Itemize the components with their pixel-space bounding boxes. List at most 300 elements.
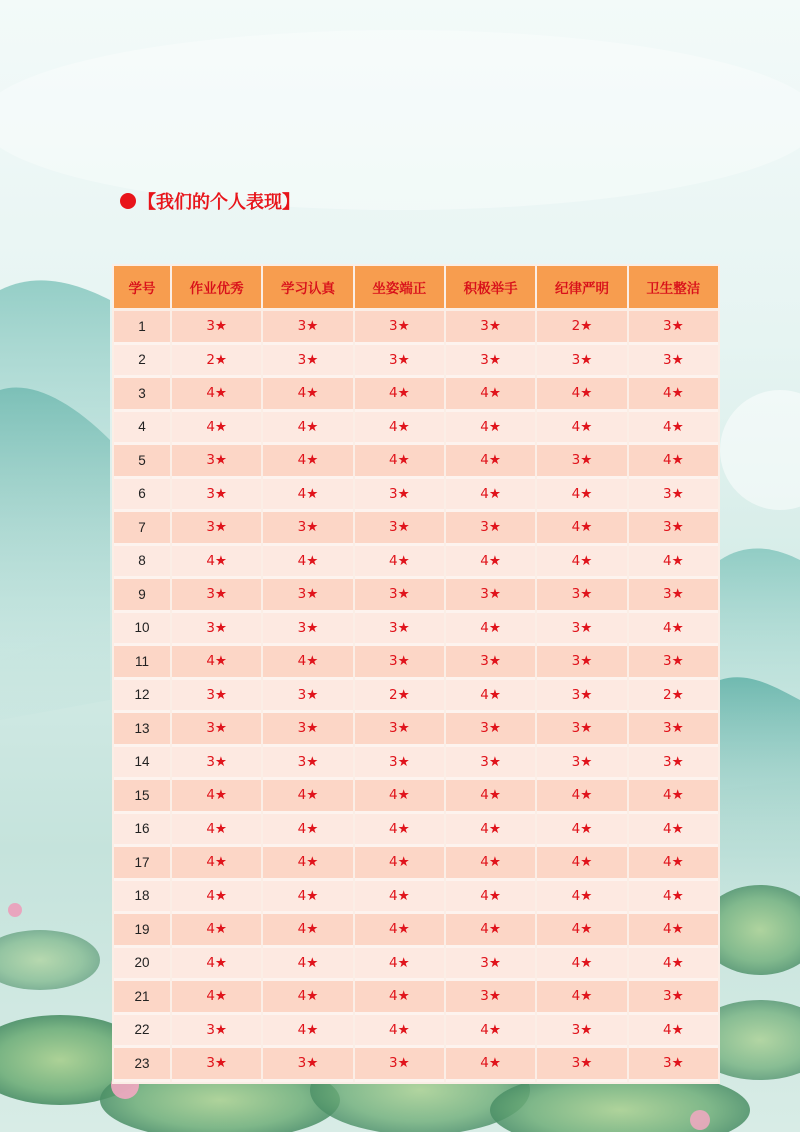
cell-score: [263, 311, 352, 345]
star-icon: ★: [580, 318, 593, 335]
table-row: [114, 579, 718, 613]
cell-score: [263, 479, 352, 513]
score-value: 3: [206, 619, 215, 636]
score-value: 3: [571, 720, 581, 737]
score-value: 3: [571, 1021, 581, 1038]
performance-table: [112, 264, 720, 1084]
star-icon: ★: [214, 720, 228, 737]
cell-score: [537, 311, 626, 345]
star-icon: ★: [580, 720, 593, 737]
score-value: 3: [297, 1055, 307, 1072]
cell-student-id: 6: [114, 479, 170, 513]
star-icon: ★: [488, 1055, 501, 1072]
cell-score: [355, 345, 444, 379]
score-value: 4: [571, 820, 581, 837]
star-icon: ★: [397, 619, 410, 636]
star-icon: ★: [488, 787, 501, 804]
score-value: 4: [206, 653, 215, 670]
score-value: 3: [388, 351, 398, 368]
table-row: [114, 479, 718, 513]
cell-score: [537, 847, 626, 881]
cell-score: [629, 948, 718, 982]
cell-score: [263, 613, 352, 647]
table-row: [114, 747, 718, 781]
score-value: 4: [388, 1021, 398, 1038]
star-icon: ★: [306, 619, 319, 636]
cell-score: [537, 412, 626, 446]
score-value: 4: [297, 921, 307, 938]
cell-score: [172, 546, 261, 580]
section-title-text: 【我们的个人表现】: [138, 192, 300, 213]
star-icon: ★: [214, 1055, 228, 1072]
score-value: 4: [388, 887, 398, 904]
star-icon: ★: [488, 452, 501, 469]
score-value: 4: [480, 1021, 489, 1038]
cell-score: [629, 613, 718, 647]
section-title: [120, 188, 300, 214]
cell-score: [172, 981, 261, 1015]
score-value: 3: [662, 351, 672, 368]
cell-score: [537, 613, 626, 647]
cell-score: [263, 512, 352, 546]
cell-score: [446, 512, 535, 546]
star-icon: ★: [214, 653, 228, 670]
star-icon: ★: [397, 485, 410, 502]
score-value: 3: [662, 485, 672, 502]
cell-score: [446, 914, 535, 948]
star-icon: ★: [306, 988, 319, 1005]
cell-score: [355, 546, 444, 580]
table-row: [114, 914, 718, 948]
star-icon: ★: [306, 887, 319, 904]
cell-score: [355, 814, 444, 848]
cell-score: [537, 814, 626, 848]
cell-score: [537, 747, 626, 781]
star-icon: ★: [488, 921, 501, 938]
score-value: 4: [662, 854, 672, 871]
star-icon: ★: [397, 586, 410, 603]
score-value: 4: [662, 787, 672, 804]
star-icon: ★: [488, 385, 501, 402]
cell-score: [446, 345, 535, 379]
star-icon: ★: [397, 552, 410, 569]
cell-score: [629, 914, 718, 948]
score-value: 3: [206, 686, 215, 703]
star-icon: ★: [671, 753, 684, 770]
cell-score: [537, 914, 626, 948]
cell-student-id: 19: [114, 914, 170, 948]
score-value: 4: [480, 385, 489, 402]
star-icon: ★: [671, 988, 684, 1005]
score-value: 2: [662, 686, 672, 703]
score-value: 3: [297, 519, 307, 536]
table-row: [114, 378, 718, 412]
score-value: 4: [388, 954, 398, 971]
cell-score: [446, 713, 535, 747]
cell-score: [537, 579, 626, 613]
star-icon: ★: [306, 954, 319, 971]
score-value: 4: [662, 385, 672, 402]
score-value: 4: [297, 787, 307, 804]
table-row: [114, 948, 718, 982]
star-icon: ★: [306, 753, 319, 770]
score-value: 4: [480, 619, 489, 636]
star-icon: ★: [671, 720, 684, 737]
score-value: 3: [206, 720, 215, 737]
cell-score: [446, 948, 535, 982]
cell-student-id: 3: [114, 378, 170, 412]
star-icon: ★: [580, 820, 593, 837]
cell-score: [172, 847, 261, 881]
score-value: 3: [480, 318, 489, 335]
score-value: 4: [297, 1021, 307, 1038]
score-value: 3: [571, 619, 581, 636]
star-icon: ★: [671, 686, 684, 703]
score-value: 4: [662, 921, 672, 938]
score-value: 4: [388, 418, 398, 435]
star-icon: ★: [214, 452, 228, 469]
star-icon: ★: [580, 954, 593, 971]
cell-score: [446, 445, 535, 479]
score-value: 3: [480, 586, 489, 603]
star-icon: ★: [580, 452, 593, 469]
cell-score: [355, 579, 444, 613]
star-icon: ★: [214, 385, 228, 402]
score-value: 3: [388, 485, 398, 502]
star-icon: ★: [580, 854, 593, 871]
star-icon: ★: [306, 1055, 319, 1072]
star-icon: ★: [214, 485, 228, 502]
score-value: 4: [662, 1021, 672, 1038]
cell-student-id: 9: [114, 579, 170, 613]
score-value: 3: [206, 1021, 215, 1038]
star-icon: ★: [488, 988, 501, 1005]
score-value: 4: [571, 787, 581, 804]
star-icon: ★: [397, 753, 410, 770]
cell-score: [629, 378, 718, 412]
score-value: 4: [571, 921, 581, 938]
star-icon: ★: [580, 586, 593, 603]
cell-score: [263, 981, 352, 1015]
star-icon: ★: [306, 519, 319, 536]
star-icon: ★: [306, 854, 319, 871]
cell-score: [629, 445, 718, 479]
score-value: 3: [480, 988, 489, 1005]
score-value: 3: [571, 351, 581, 368]
star-icon: ★: [671, 787, 684, 804]
score-value: 3: [388, 318, 398, 335]
score-value: 3: [662, 586, 672, 603]
cell-score: [355, 311, 444, 345]
star-icon: ★: [397, 418, 410, 435]
score-value: 4: [388, 988, 398, 1005]
cell-score: [172, 412, 261, 446]
star-icon: ★: [214, 351, 228, 368]
star-icon: ★: [488, 854, 501, 871]
score-value: 3: [571, 753, 581, 770]
header-hand-raising: 积极举手: [446, 266, 535, 311]
score-value: 4: [571, 418, 581, 435]
score-value: 3: [480, 720, 489, 737]
cell-score: [446, 747, 535, 781]
cell-score: [537, 948, 626, 982]
cell-score: [446, 378, 535, 412]
cell-score: [172, 1048, 261, 1082]
score-value: 4: [297, 954, 307, 971]
star-icon: ★: [580, 753, 593, 770]
cell-student-id: 23: [114, 1048, 170, 1082]
cell-student-id: 13: [114, 713, 170, 747]
star-icon: ★: [214, 418, 228, 435]
cell-score: [629, 713, 718, 747]
star-icon: ★: [671, 921, 684, 938]
cell-score: [172, 814, 261, 848]
score-value: 3: [297, 318, 307, 335]
score-value: 4: [297, 485, 307, 502]
cell-score: [446, 981, 535, 1015]
cell-score: [172, 948, 261, 982]
score-value: 4: [662, 552, 672, 569]
cell-score: [629, 646, 718, 680]
score-value: 3: [662, 318, 672, 335]
score-value: 4: [571, 954, 581, 971]
cell-score: [355, 646, 444, 680]
cell-score: [172, 479, 261, 513]
cell-score: [446, 1015, 535, 1049]
star-icon: ★: [397, 351, 410, 368]
cell-score: [172, 345, 261, 379]
cell-score: [355, 378, 444, 412]
star-icon: ★: [580, 686, 593, 703]
score-value: 4: [388, 787, 398, 804]
score-value: 3: [206, 519, 215, 536]
score-value: 3: [480, 519, 489, 536]
star-icon: ★: [671, 1021, 684, 1038]
cell-score: [446, 546, 535, 580]
star-icon: ★: [306, 586, 319, 603]
score-value: 3: [297, 619, 307, 636]
cell-score: [263, 780, 352, 814]
star-icon: ★: [580, 351, 593, 368]
star-icon: ★: [397, 921, 410, 938]
star-icon: ★: [671, 820, 684, 837]
score-value: 4: [480, 854, 489, 871]
cell-score: [172, 579, 261, 613]
score-value: 4: [662, 887, 672, 904]
cell-score: [629, 311, 718, 345]
header-discipline: 纪律严明: [537, 266, 626, 311]
star-icon: ★: [397, 1021, 410, 1038]
star-icon: ★: [397, 720, 410, 737]
star-icon: ★: [214, 954, 228, 971]
cell-score: [537, 881, 626, 915]
score-value: 3: [480, 653, 489, 670]
score-value: 4: [480, 787, 489, 804]
score-value: 4: [297, 887, 307, 904]
cell-score: [629, 780, 718, 814]
cell-score: [629, 546, 718, 580]
score-value: 3: [388, 586, 398, 603]
table-row: [114, 546, 718, 580]
star-icon: ★: [214, 552, 228, 569]
cell-score: [446, 412, 535, 446]
score-value: 3: [388, 519, 398, 536]
cell-score: [263, 1048, 352, 1082]
cell-score: [172, 646, 261, 680]
star-icon: ★: [671, 552, 684, 569]
cell-score: [629, 1015, 718, 1049]
star-icon: ★: [397, 887, 410, 904]
score-value: 4: [480, 820, 489, 837]
cell-score: [537, 345, 626, 379]
score-value: 4: [571, 385, 581, 402]
score-value: 4: [297, 418, 307, 435]
cell-score: [263, 680, 352, 714]
score-value: 3: [388, 720, 398, 737]
cell-score: [446, 646, 535, 680]
score-value: 4: [571, 485, 581, 502]
table-row: [114, 1048, 718, 1082]
cell-score: [629, 345, 718, 379]
star-icon: ★: [671, 954, 684, 971]
star-icon: ★: [306, 820, 319, 837]
score-value: 3: [480, 351, 489, 368]
table-row: [114, 613, 718, 647]
cell-score: [172, 311, 261, 345]
score-value: 4: [206, 418, 215, 435]
cell-score: [537, 680, 626, 714]
cell-score: [355, 881, 444, 915]
score-value: 2: [206, 351, 215, 368]
star-icon: ★: [671, 519, 684, 536]
cell-score: [446, 613, 535, 647]
star-icon: ★: [580, 988, 593, 1005]
cell-score: [629, 412, 718, 446]
cell-score: [446, 881, 535, 915]
cell-score: [629, 847, 718, 881]
star-icon: ★: [306, 385, 319, 402]
star-icon: ★: [671, 418, 684, 435]
score-value: 4: [480, 552, 489, 569]
star-icon: ★: [580, 787, 593, 804]
score-value: 4: [662, 954, 672, 971]
star-icon: ★: [671, 318, 684, 335]
score-value: 4: [662, 418, 672, 435]
star-icon: ★: [580, 921, 593, 938]
star-icon: ★: [671, 653, 684, 670]
cell-score: [172, 713, 261, 747]
cell-score: [263, 1015, 352, 1049]
star-icon: ★: [488, 485, 501, 502]
cell-score: [263, 881, 352, 915]
cell-score: [629, 479, 718, 513]
cell-score: [172, 747, 261, 781]
cell-student-id: 10: [114, 613, 170, 647]
star-icon: ★: [214, 820, 228, 837]
score-value: 3: [571, 653, 581, 670]
score-value: 4: [206, 954, 215, 971]
score-value: 4: [297, 552, 307, 569]
cell-score: [263, 914, 352, 948]
score-value: 3: [206, 318, 215, 335]
star-icon: ★: [488, 753, 501, 770]
table-row: [114, 713, 718, 747]
star-icon: ★: [488, 954, 501, 971]
score-value: 4: [206, 820, 215, 837]
score-value: 3: [297, 753, 307, 770]
score-value: 4: [206, 385, 215, 402]
table-row: [114, 814, 718, 848]
table-row: [114, 1015, 718, 1049]
cell-score: [355, 1048, 444, 1082]
cell-score: [172, 881, 261, 915]
score-value: 3: [388, 1055, 398, 1072]
star-icon: ★: [214, 921, 228, 938]
score-value: 4: [480, 485, 489, 502]
cell-score: [172, 378, 261, 412]
star-icon: ★: [214, 619, 228, 636]
cell-score: [446, 311, 535, 345]
score-value: 4: [571, 552, 581, 569]
star-icon: ★: [306, 787, 319, 804]
score-value: 3: [388, 753, 398, 770]
cell-score: [172, 613, 261, 647]
star-icon: ★: [488, 820, 501, 837]
star-icon: ★: [580, 653, 593, 670]
cell-score: [355, 445, 444, 479]
star-icon: ★: [397, 787, 410, 804]
star-icon: ★: [671, 452, 684, 469]
score-value: 4: [206, 887, 215, 904]
score-value: 4: [480, 686, 489, 703]
table-row: [114, 881, 718, 915]
star-icon: ★: [306, 452, 319, 469]
cell-student-id: 16: [114, 814, 170, 848]
score-value: 4: [297, 988, 307, 1005]
table-row: [114, 847, 718, 881]
star-icon: ★: [306, 418, 319, 435]
star-icon: ★: [306, 686, 319, 703]
cell-student-id: 17: [114, 847, 170, 881]
mountain-right-front: [720, 677, 800, 900]
star-icon: ★: [488, 619, 501, 636]
cell-score: [537, 780, 626, 814]
cell-score: [355, 613, 444, 647]
cell-score: [446, 479, 535, 513]
score-value: 3: [297, 351, 307, 368]
cell-student-id: 7: [114, 512, 170, 546]
cell-score: [263, 579, 352, 613]
star-icon: ★: [306, 485, 319, 502]
score-value: 4: [480, 418, 489, 435]
score-value: 3: [571, 586, 581, 603]
score-value: 3: [662, 519, 672, 536]
cell-score: [537, 981, 626, 1015]
score-value: 2: [571, 318, 581, 335]
cell-score: [355, 981, 444, 1015]
score-value: 4: [388, 921, 398, 938]
star-icon: ★: [488, 653, 501, 670]
cell-score: [263, 345, 352, 379]
score-value: 3: [206, 586, 215, 603]
star-icon: ★: [671, 485, 684, 502]
score-value: 4: [480, 452, 489, 469]
score-value: 3: [297, 720, 307, 737]
score-value: 4: [206, 988, 215, 1005]
star-icon: ★: [580, 519, 593, 536]
cell-student-id: 2: [114, 345, 170, 379]
cell-score: [355, 680, 444, 714]
